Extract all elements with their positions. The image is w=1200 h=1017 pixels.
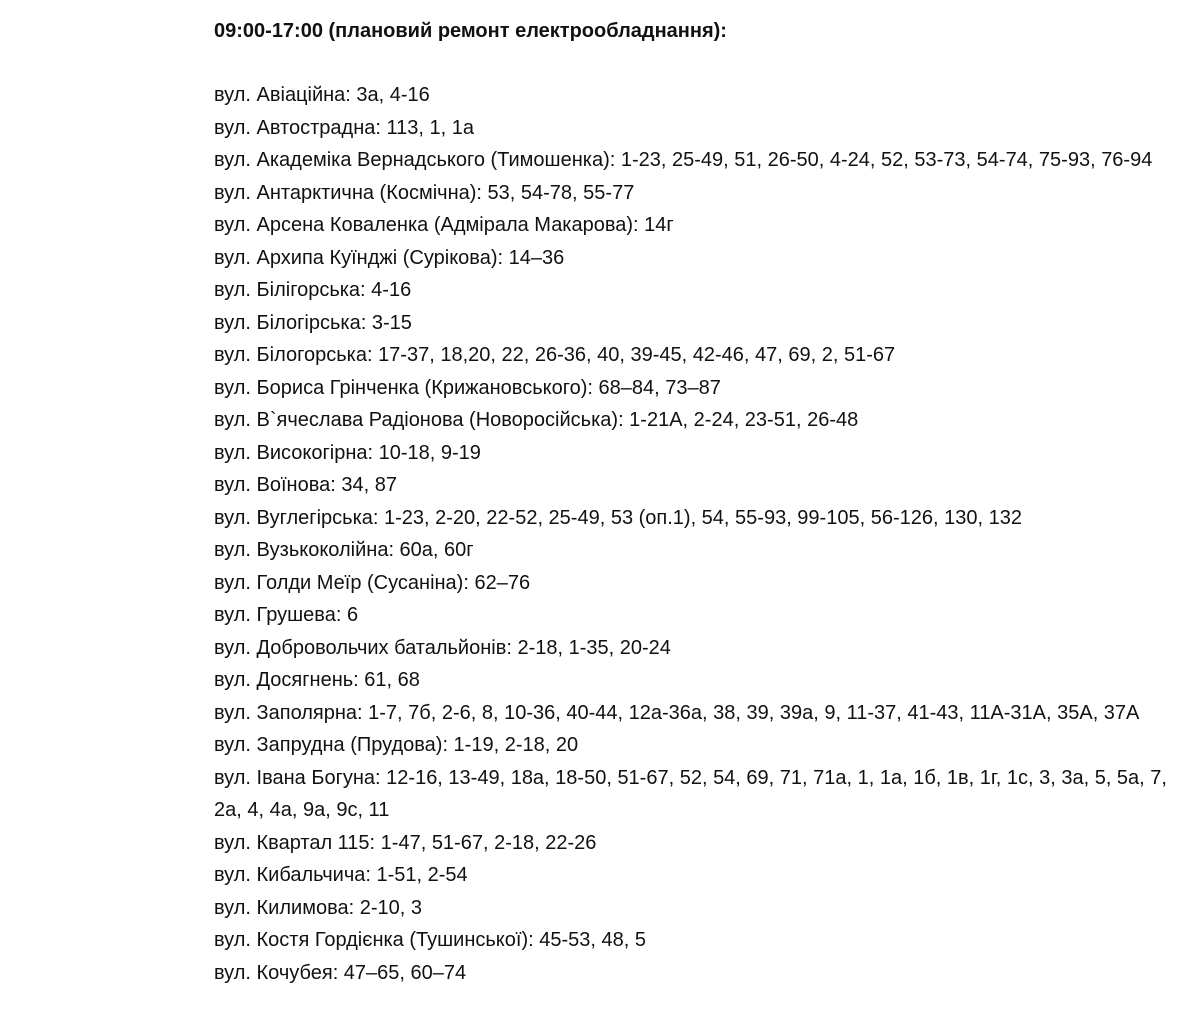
street-item: вул. Вуглегірська: 1-23, 2-20, 22-52, 25-49, 53 (оп.1), 54, 55-93, 99-105, 56-126, 130, 132 xyxy=(214,506,1022,529)
outage-schedule xyxy=(214,0,1174,989)
street-item: вул. Килимова: 2-10, 3 xyxy=(214,896,422,919)
street-item: вул. Автострадна: 113, 1, 1а xyxy=(214,116,474,139)
schedule-heading: 09:00-17:00 (плановий ремонт електрообладнання): xyxy=(214,20,727,42)
street-item: вул. Бориса Грінченка (Крижановського): 68–84, 73–87 xyxy=(214,376,721,399)
street-item: вул. Білогорська: 17-37, 18,20, 22, 26-36, 40, 39-45, 42-46, 47, 69, 2, 51-67 xyxy=(214,344,896,366)
street-item: вул. Кибальчича: 1-51, 2-54 xyxy=(214,864,468,886)
street-item: вул. Арсена Коваленка (Адмірала Макарова): 14г xyxy=(214,214,674,236)
street-item: вул. Запрудна (Прудова): 1-19, 2-18, 20 xyxy=(214,734,579,756)
street-item: вул. Івана Богуна: 12-16, 13-49, 18а, 18-50, 51-67, 52, 54, 69, 71, 71а, 1, 1а, 1б, 1в, 1г, 1с, 3, 3а, 5, 5а, 7, 2а, 4, 4а, 9а, 9с, 11 xyxy=(214,766,1167,821)
street-item: вул. В`ячеслава Радіонова (Новоросійська): 1-21А, 2-24, 23-51, 26-48 xyxy=(214,409,859,431)
street-list xyxy=(214,79,1174,989)
street-item: вул. Костя Гордієнка (Тушинської): 45-53, 48, 5 xyxy=(214,929,646,951)
street-item: вул. Авіаційна: 3а, 4-16 xyxy=(214,84,430,106)
street-item: вул. Архипа Куїнджі (Сурікова): 14–36 xyxy=(214,246,565,269)
street-item: вул. Добровольчих батальйонів: 2-18, 1-35, 20-24 xyxy=(214,636,671,659)
street-item: вул. Білігорська: 4-16 xyxy=(214,279,412,301)
street-item: вул. Кочубея: 47–65, 60–74 xyxy=(214,961,467,984)
street-item: вул. Вузькоколійна: 60а, 60г xyxy=(214,539,474,561)
street-item: вул. Білогірська: 3-15 xyxy=(214,311,412,334)
street-item: вул. Досягнень: 61, 68 xyxy=(214,669,420,691)
street-item: вул. Високогірна: 10-18, 9-19 xyxy=(214,441,481,464)
street-item: вул. Академіка Вернадського (Тимошенка): 1-23, 25-49, 51, 26-50, 4-24, 52, 53-73, 54-74, 75-93, 76-94 xyxy=(214,149,1153,171)
street-item: вул. Заполярна: 1-7, 7б, 2-6, 8, 10-36, 40-44, 12а-36а, 38, 39, 39а, 9, 11-37, 41-43, 11А-31А, 35А, 37А xyxy=(214,701,1140,724)
street-item: вул. Антарктична (Космічна): 53, 54-78, 55-77 xyxy=(214,181,635,204)
street-item: вул. Квартал 115: 1-47, 51-67, 2-18, 22-26 xyxy=(214,831,597,854)
street-item: вул. Голди Меїр (Сусаніна): 62–76 xyxy=(214,571,531,594)
street-item: вул. Воїнова: 34, 87 xyxy=(214,474,397,496)
street-item: вул. Грушева: 6 xyxy=(214,604,359,626)
